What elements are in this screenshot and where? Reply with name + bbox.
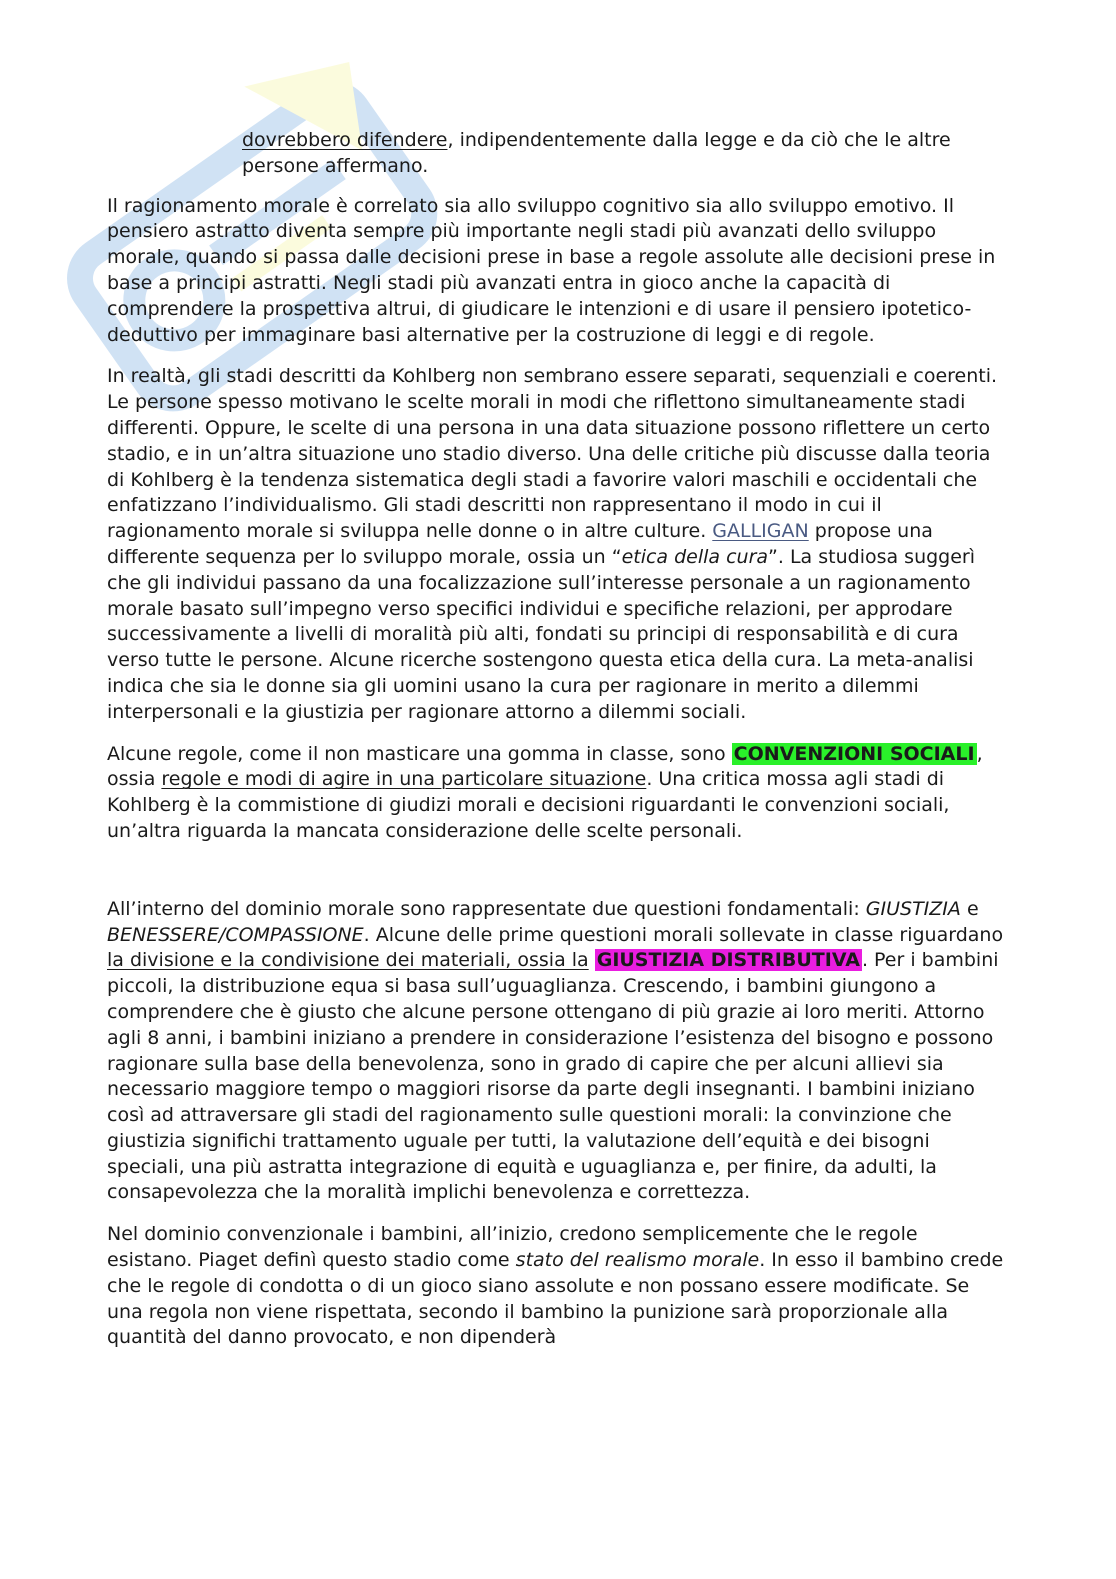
highlight-giustizia-distributiva: GIUSTIZIA DISTRIBUTIVA [596,949,860,972]
underlined-phrase: dovrebbero difendere [242,129,448,151]
paragraph-moral-reasoning: Il ragionamento morale è correlato sia allo sviluppo cognitivo sia allo sviluppo emotivo. Il pensiero astratto diventa sempre più importante negli stadi più avanzati dello sviluppo morale, quando si passa dalle decisioni prese in base a regole assolute alle decisioni prese in base a principi astratti. Negli stadi più avanzati entra in gioco anche la capacità di comprendere la prospettiva altrui, di giudicare le intenzioni e di usare il pensiero ipotetico-deduttivo per immaginare basi alternative per la costruzione di leggi e di regole. [107,194,996,346]
paragraph-social-conventions: Alcune regole, come il non masticare una gomma in classe, sono CONVENZIONI SOCIALI , ossia regole e modi di agire in una particolare situazione. Una critica mossa agli stadi di Kohlberg è la commistione di giudizi morali e decisioni riguardanti le convenzioni sociali, un’altra riguarda la mancata considerazione delle scelte personali. [107,742,983,842]
paragraph-conventional-domain: Nel dominio convenzionale i bambini, all’inizio, credono semplicemente che le regole esistano. Piaget definì questo stadio come stato del realismo morale. In esso il bambino crede che le regole di condotta o di un gioco siano assolute e non possano essere modificate. Se una regola non viene rispettata, secondo il bambino la punizione sarà proporzionale alla quantità del danno provocato, e non dipenderà [107,1223,1004,1349]
document-body [107,128,1007,1367]
paragraph-kohlberg-critique: In realtà, gli stadi descritti da Kohlberg non sembrano essere separati, sequenziali e coerenti. Le persone spesso motivano le scelte morali in modi che riflettono simultaneamente stadi differenti. Oppure, le scelte di una persona in una data situazione possono riflettere un certo stadio, e in un’altra situazione uno stadio diverso. Una delle critiche più discusse dalla teoria di Kohlberg è la tendenza sistematica degli stadi a favorire valori maschili e occidentali che enfatizzano l’individualismo. Gli stadi descritti non rappresentano il modo in cui il ragionamento morale si sviluppa nelle donne o in altre culture. GALLIGAN propose una differente sequenza per lo sviluppo morale, ossia un “etica della cura”. La studiosa suggerì che gli individui passano da una focalizzazione sull’interesse personale a un ragionamento morale basato sull’impegno verso specifici individui e specifiche relazioni, per approdare successivamente a livelli di moralità più alti, fondati su principi di responsabilità e di cura verso tutte le persone. Alcune ricerche sostengono questa etica della cura. La meta-analisi indica che sia le donne sia gli uomini usano la cura per ragionare in merito a dilemmi interpersonali e la giustizia per ragionare attorno a dilemmi sociali. [107,365,998,723]
realismo-morale-term: stato del realismo morale [515,1249,760,1272]
galligan-link[interactable]: GALLIGAN [712,520,809,543]
paragraph-intro-continuation: dovrebbero difendere, indipendentemente dalla legge e da ciò che le altre persone affermano. [242,129,951,177]
paragraph-moral-domain: All’interno del dominio morale sono rappresentate due questioni fondamentali: GIUSTIZIA e BENESSERE/COMPASSIONE. Alcune delle prime questioni morali sollevate in classe riguardano la divisione e la condivisione dei materiali, ossia la GIUSTIZIA DISTRIBUTIVA . Per i bambini piccoli, la distribuzione equa si basa sull’uguaglianza. Crescendo, i bambini giungono a comprendere che è giusto che alcune persone ottengano di più grazie ai loro meriti. Attorno agli 8 anni, i bambini iniziano a prendere in considerazione l’esistenza del bisogno e possono ragionare sulla base della benevolenza, sono in grado di capire che per alcuni allievi sia necessario maggiore tempo o maggiori risorse da parte degli insegnanti. I bambini iniziano così ad attraversare gli stadi del ragionamento sulle questioni morali: la convinzione che giustizia significhi trattamento uguale per tutti, la valutazione dell’equità e dei bisogni speciali, una più astratta integrazione di equità e uguaglianza e, per finire, da adulti, la consapevolezza che la moralità implichi benevolenza e correttezza. [107,897,1004,1204]
spacer [107,861,1007,897]
highlight-convenzioni-sociali: CONVENZIONI SOCIALI [733,742,975,765]
underlined-definition: regole e modi di agire in una particolare situazione [161,768,647,791]
etica-della-cura-term: etica della cura [621,545,769,568]
underlined-materials-phrase: la divisione e la condivisione dei materiali, ossia la [107,949,589,972]
